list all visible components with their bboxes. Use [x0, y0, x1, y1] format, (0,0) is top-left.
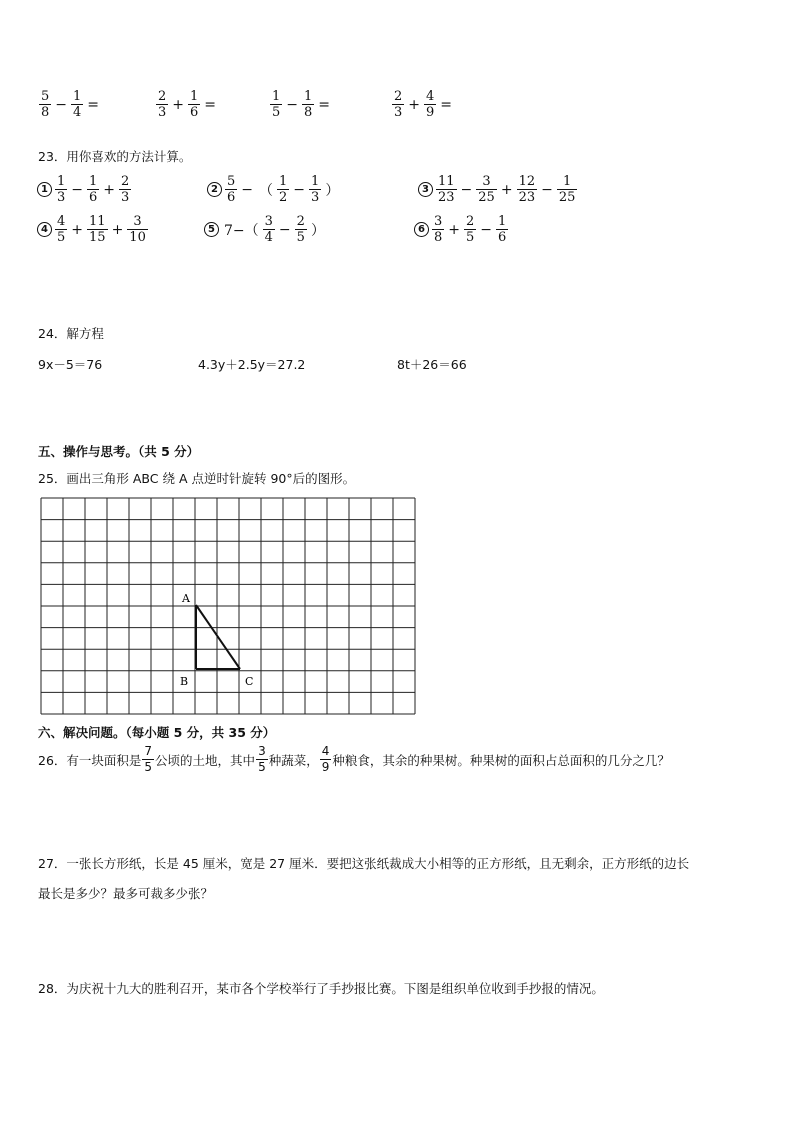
q24-equation-1: 9x－5＝76 — [38, 357, 103, 372]
fraction: $\frac{4}{5}$ — [57, 214, 66, 245]
q26-text: 26．有一块面积是 $\frac{7}{5}$ 公顷的土地，其中 $\frac{3}{5}$ 种蔬菜， $\frac{4}{9}$ 种粮食，其余的种果树。种果树的面积占总面积的几分之几？ — [38, 744, 670, 774]
circled-number: 6 — [414, 222, 429, 237]
fraction: $\frac{7}{5}$ — [144, 744, 153, 774]
grid-lines — [41, 498, 415, 714]
fraction: $\frac{2}{5}$ — [296, 214, 305, 245]
fraction: $\frac{1}{6}$ — [498, 214, 507, 245]
fraction: $\frac{1}{6}$ — [89, 174, 98, 205]
q23-item-6 — [414, 214, 509, 245]
q27-line-1: 27．一张长方形纸，长是 45 厘米，宽是 27 厘米．要把这张纸裁成大小相等的正方形纸，且无剩余，正方形纸的边长 — [38, 856, 690, 871]
fraction: $\frac{1}{3}$ — [57, 174, 66, 205]
operator: ） — [325, 182, 340, 199]
fraction: $\frac{2}{3}$ — [158, 89, 167, 120]
label-c: C — [245, 675, 254, 688]
q23-item-2 — [207, 174, 342, 205]
expr-top-2: $\frac{2}{3}$ + $\frac{1}{6}$ = — [158, 89, 217, 120]
circled-number: 3 — [418, 182, 433, 197]
q23-item-1 — [37, 174, 132, 205]
operator: + — [111, 221, 124, 238]
operator: 7−（ — [224, 222, 259, 239]
q23-item-3 — [418, 174, 578, 205]
fraction: $\frac{2}{3}$ — [394, 89, 403, 120]
operator: − — [241, 181, 254, 198]
operator: ） — [310, 222, 325, 239]
fraction: $\frac{4}{9}$ — [321, 744, 330, 774]
triangle-side-ac — [196, 605, 240, 669]
operator: + — [103, 181, 116, 198]
fraction: $\frac{5}{6}$ — [227, 174, 236, 205]
operator: + — [448, 221, 461, 238]
q27-line-2: 最长是多少？最多可裁多少张？ — [38, 886, 214, 901]
fraction: $\frac{3}{8}$ — [434, 214, 443, 245]
operator: − — [541, 181, 553, 198]
q23-item-5 — [204, 214, 328, 245]
label-a: A — [182, 592, 190, 605]
expr-top-1: $\frac{5}{8}$ − $\frac{1}{4}$ = — [41, 89, 100, 120]
fraction: $\frac{2}{5}$ — [466, 214, 475, 245]
expr-top-3: $\frac{1}{5}$ − $\frac{1}{8}$ = — [272, 89, 331, 120]
q23-item-4 — [37, 214, 149, 245]
operator: + — [71, 221, 84, 238]
circled-number: 2 — [207, 182, 222, 197]
fraction: $\frac{4}{9}$ — [426, 89, 435, 120]
fraction: $\frac{1}{3}$ — [311, 174, 320, 205]
fraction: $\frac{11}{15}$ — [89, 214, 106, 245]
q24-title: 24．解方程 — [38, 326, 104, 341]
operator: + — [500, 181, 513, 198]
operator: − — [278, 221, 291, 238]
circled-number: 4 — [37, 222, 52, 237]
expr-top-4: $\frac{2}{3}$ + $\frac{4}{9}$ = — [394, 89, 453, 120]
q23-title: 23．用你喜欢的方法计算。 — [38, 149, 192, 164]
operator: （ — [259, 182, 274, 199]
fraction: $\frac{2}{3}$ — [121, 174, 130, 205]
fraction: $\frac{1}{6}$ — [190, 89, 199, 120]
fraction: $\frac{11}{23}$ — [438, 174, 455, 205]
operator: − — [460, 181, 473, 198]
operator: − — [293, 181, 306, 198]
q24-equation-3: 8t＋26＝66 — [397, 357, 467, 372]
circled-number: 5 — [204, 222, 219, 237]
section-6-heading: 六、解决问题。（每小题 5 分，共 35 分） — [38, 725, 276, 740]
section-5-heading: 五、操作与思考。（共 5 分） — [38, 444, 200, 459]
fraction: $\frac{5}{8}$ — [41, 89, 50, 120]
fraction: $\frac{3}{10}$ — [129, 214, 146, 245]
fraction: $\frac{1}{2}$ — [279, 174, 288, 205]
fraction: $\frac{3}{25}$ — [478, 174, 495, 205]
fraction: $\frac{3}{5}$ — [258, 744, 266, 774]
circled-number: 1 — [37, 182, 52, 197]
fraction: $\frac{1}{8}$ — [304, 89, 313, 120]
q28-text: 28．为庆祝十九大的胜利召开，某市各个学校举行了手抄报比赛。下图是组织单位收到手抄报的情况。 — [38, 981, 604, 996]
fraction: $\frac{12}{23}$ — [518, 174, 536, 205]
operator: − — [480, 221, 493, 238]
operator: − — [71, 181, 84, 198]
fraction: $\frac{1}{5}$ — [272, 89, 281, 120]
fraction: $\frac{1}{25}$ — [558, 174, 576, 205]
q24-equation-2: 4.3y＋2.5y＝27.2 — [198, 357, 306, 372]
fraction: $\frac{1}{4}$ — [73, 89, 82, 120]
fraction: $\frac{3}{4}$ — [264, 214, 273, 245]
label-b: B — [180, 675, 189, 688]
grid-figure — [40, 497, 420, 715]
q25-text: 25．画出三角形 ABC 绕 A 点逆时针旋转 90°后的图形。 — [38, 471, 356, 486]
